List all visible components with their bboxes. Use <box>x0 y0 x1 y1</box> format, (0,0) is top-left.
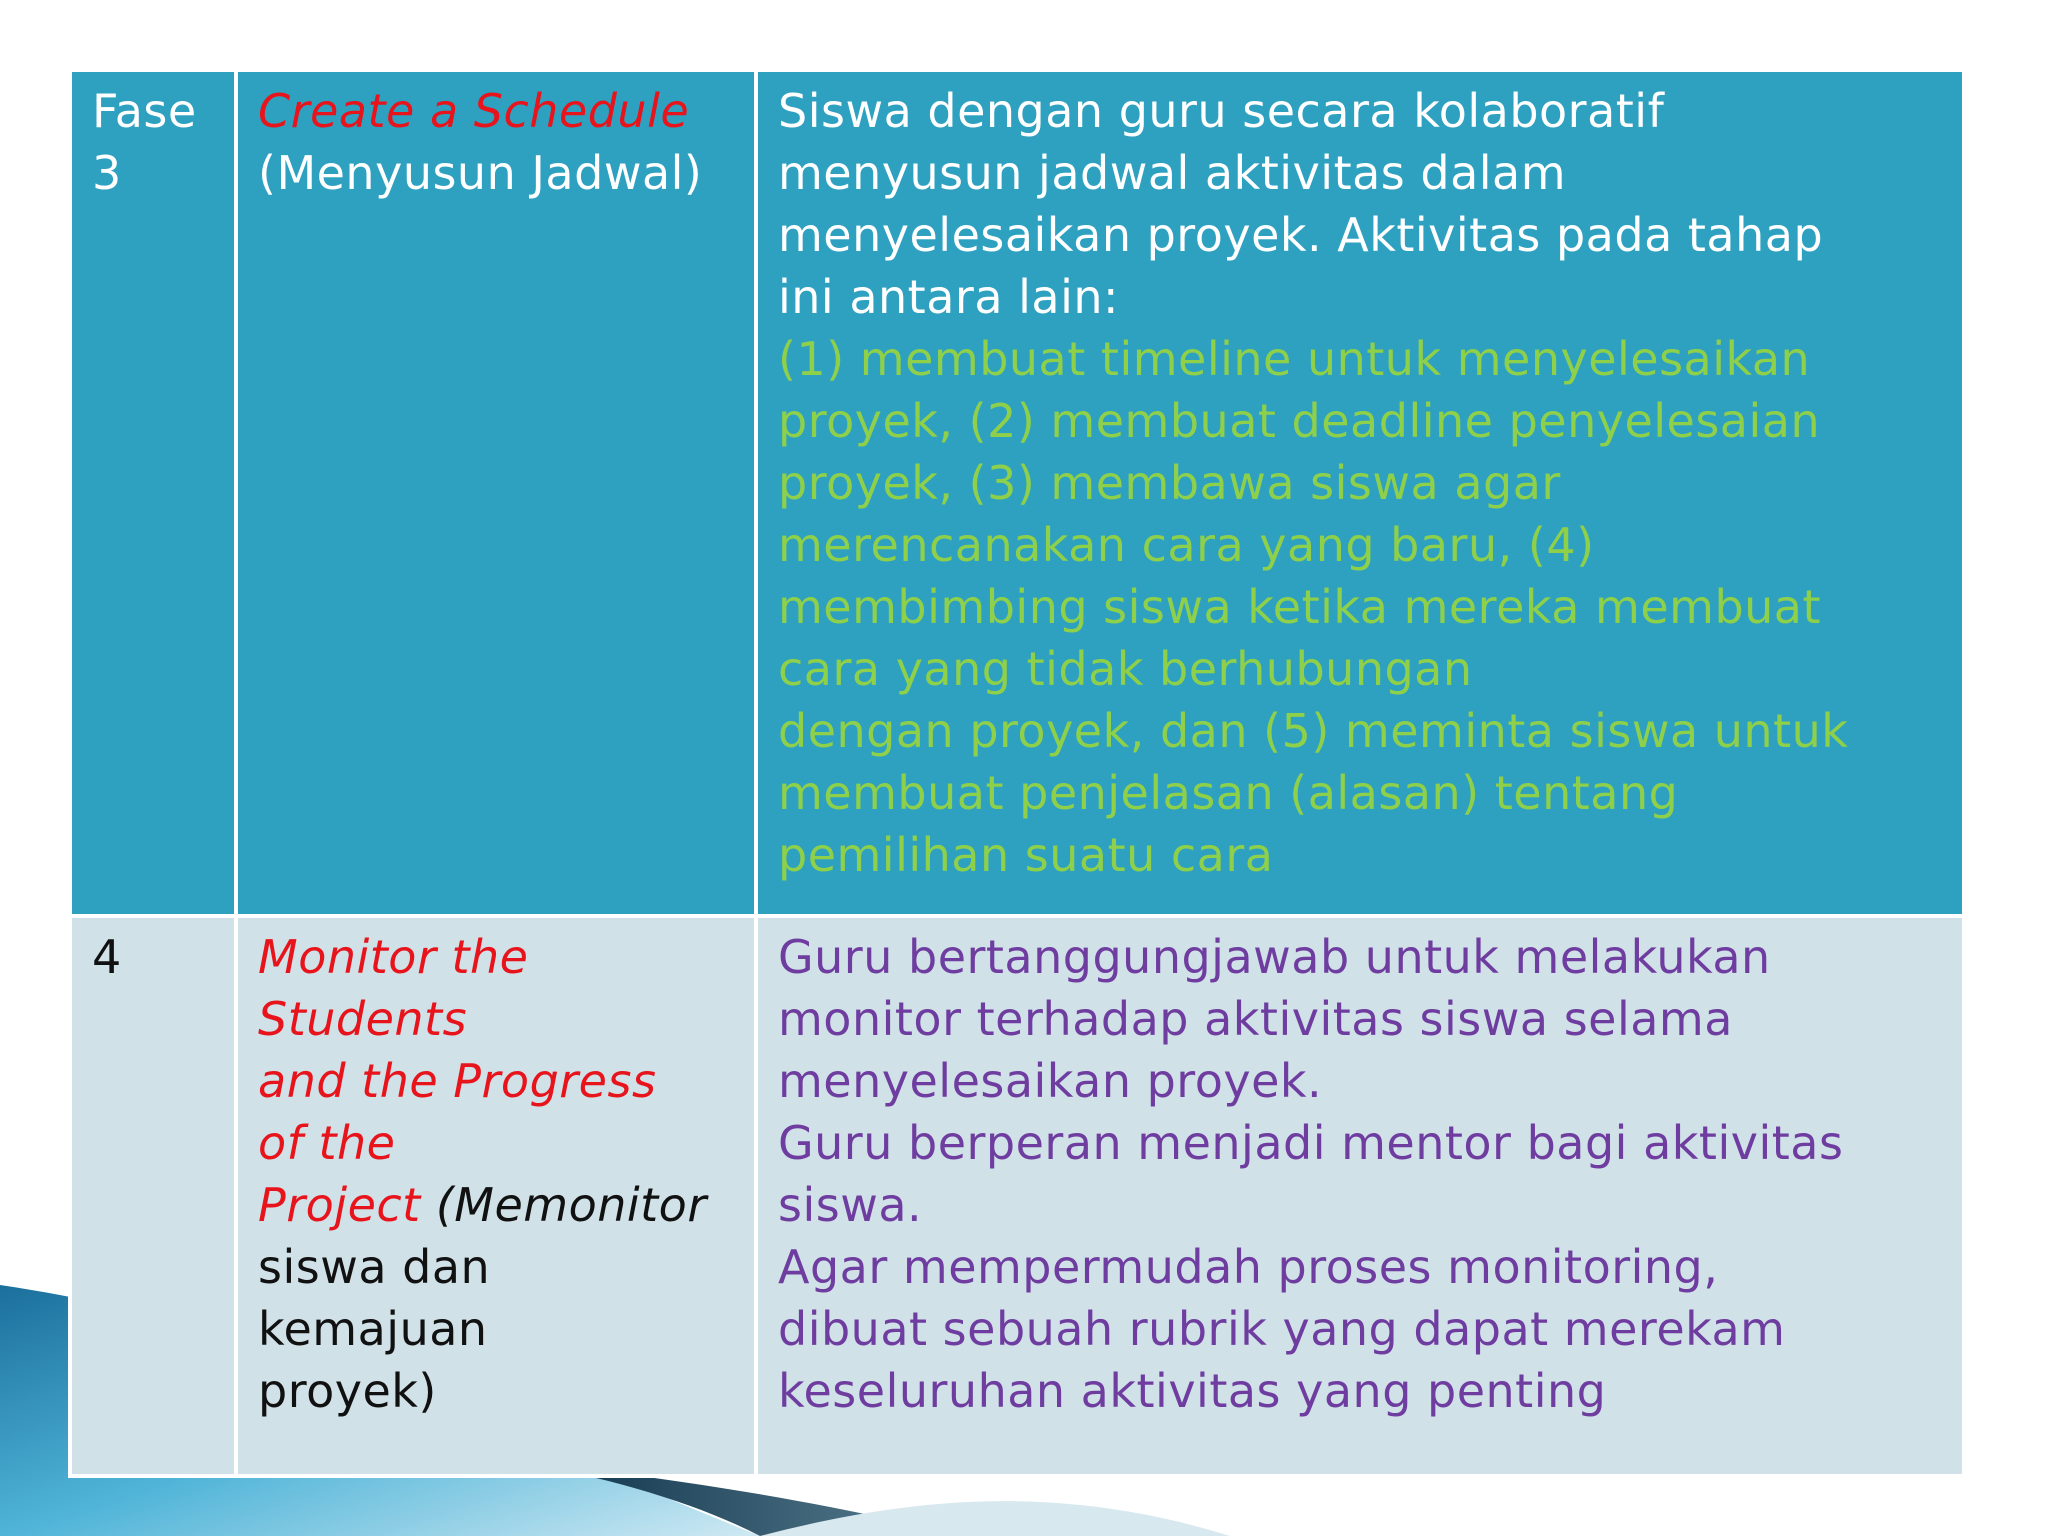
phase-number: 3 <box>92 146 122 200</box>
phases-table <box>68 68 1966 1478</box>
description-line: Guru berperan menjadi mentor bagi aktivitas <box>778 1116 1844 1170</box>
description-line: menyelesaikan proyek. Aktivitas pada tahap <box>778 208 1824 262</box>
activity-line: membuat penjelasan (alasan) tentang <box>778 766 1679 820</box>
activity-line: pemilihan suatu cara <box>778 828 1274 882</box>
phase-number: 4 <box>92 930 122 984</box>
phase-description-cell <box>756 916 1964 1476</box>
description-line: Agar mempermudah proses monitoring, <box>778 1240 1719 1294</box>
phase-title-cell <box>236 916 756 1476</box>
phase-title-english-line: Monitor the <box>258 930 529 984</box>
phase-title-mixed-line <box>258 1174 736 1236</box>
phase-title-english-line: and the Progress <box>258 1054 657 1108</box>
phase-title-english-line: of the <box>258 1116 396 1170</box>
phase-title-english-line: Students <box>258 992 468 1046</box>
phase-title-indonesian-line: siswa dan <box>258 1240 491 1294</box>
description-line: dibuat sebuah rubrik yang dapat merekam <box>778 1302 1786 1356</box>
description-line: keseluruhan aktivitas yang penting <box>778 1364 1607 1418</box>
description-line: siswa. <box>778 1178 923 1232</box>
activity-line: proyek, (2) membuat deadline penyelesaian <box>778 394 1821 448</box>
description-line: monitor terhadap aktivitas siswa selama <box>778 992 1733 1046</box>
description-line: Guru bertanggungjawab untuk melakukan <box>778 930 1771 984</box>
phase-title-cell <box>236 70 756 916</box>
activity-line: dengan proyek, dan (5) meminta siswa untuk <box>778 704 1849 758</box>
table-row <box>70 70 1964 916</box>
activity-line: merencanakan cara yang baru, (4) <box>778 518 1595 572</box>
description-line: ini antara lain: <box>778 270 1120 324</box>
phase-title-english-last: Project <box>258 1178 421 1232</box>
description-line: Siswa dengan guru secara kolaboratif <box>778 84 1665 138</box>
phase-label: Fase <box>92 84 197 138</box>
table-row <box>70 916 1964 1476</box>
description-line: menyelesaikan proyek. <box>778 1054 1323 1108</box>
description-line: menyusun jadwal aktivitas dalam <box>778 146 1567 200</box>
phase-title-indonesian-start: (Memonitor <box>420 1178 707 1232</box>
phase-cell <box>70 916 236 1476</box>
activity-line: cara yang tidak berhubungan <box>778 642 1473 696</box>
activity-line: membimbing siswa ketika mereka membuat <box>778 580 1822 634</box>
phase-title-indonesian-line: kemajuan <box>258 1302 488 1356</box>
activity-line: (1) membuat timeline untuk menyelesaikan <box>778 332 1811 386</box>
phase-title-indonesian: (Menyusun Jadwal) <box>258 146 703 200</box>
phase-description-cell <box>756 70 1964 916</box>
phase-title-indonesian-line: proyek) <box>258 1364 437 1418</box>
phase-title-english: Create a Schedule <box>258 84 690 138</box>
phase-cell <box>70 70 236 916</box>
activity-line: proyek, (3) membawa siswa agar <box>778 456 1561 510</box>
